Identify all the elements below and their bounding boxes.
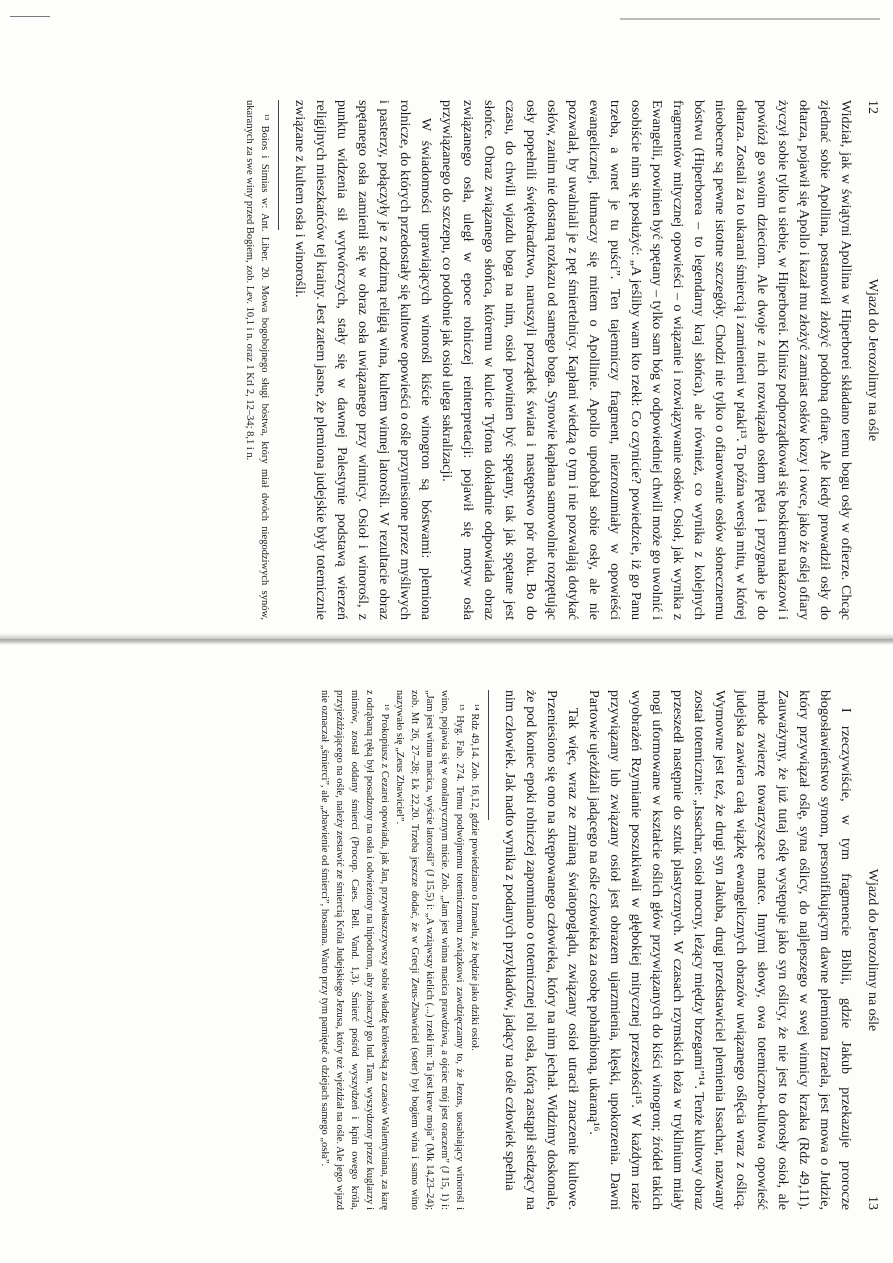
body-text: [499, 690, 856, 1210]
paragraph: W świadomości uprawiających winorośl kiście winogron są bóstwami: plemiona rolnicze, do których przedostały się kultowe opowieści o ośle przyniesione przez myśliwych i pasterzy, połączyły je z rodzimą religią wina, kultem winnej latorośli. W rezultacie obraz spętanego osła zamienił się w obraz osła uwiązanego przy winnicy. Osioł i winorośl, z punktu widzenia sił wytwórczych, stały się w dawnej Palestynie podstawą wierzeń religijnych mieszkańców tej krainy. Jest zatem jasne, że plemiona judejskie były totemicznie związane z kultem osła i winorośli.: [292, 100, 433, 620]
page-fold-shadow: [0, 633, 893, 645]
paragraph: Tak więc, wraz ze zmianą światopoglądu, związany osioł utracił znaczenie kultowe. Przeniesiono się ono na skrępowanego człowieka, który na nim jechał. Widzimy doskonale, że pod koniec epoki rolniczej zapomniano o totemicznej roli osła, którą zastąpił siedzący na nim człowiek. Jak nadto wynika z podanych przykładów, jadący na ośle człowiek spełnia: [502, 690, 580, 1210]
page-number: 12: [865, 100, 880, 114]
paragraph: I rzeczywiście, w tym fragmencie Biblii, gdzie Jakub przekazuje prorocze błogosławieństwo synom, personifikującym dawne plemiona Izraela, jest mowa o Judzie, który przywiązał oślę, syna oślicy, do najlepszego w swej winnicy krzaka (Rdz 49,11). Zauważymy, że już tutaj oślę występuje jako syn oślicy, że nie jest to dorosły osioł, ale młode zwierzę towarzyszące matce. Innymi słowy, owa totemiczno-kultowa opowieść judejska zawiera całą wiązkę ewangelicznych obrazów uwiązanego oślęcia wraz z oślicą. Wymowne jest też, że drugi syn Jakuba, drugi przedstawiciel plemienia Issachar, nazwany został totemicznie: „Issachar, osioł mocny, leżący między brzegami”¹⁴. Tenże kultowy obraz przeszedł następnie do sztuk plastycznych. W czasach rzymskich łoża w tryklinium miały nogi uformowane w kształcie oślich głów przywiązanych do kiści winogron; źródeł takich wyobrażeń Rzymianie poszukiwali w głębokiej mitycznej przeszłości¹⁵. W każdym razie przywiązany lub związany osioł jest obrazem ujarzmienia, klęski, upokorzenia. Dawni Partowie ujeżdżali jadącego na ośle człowieka za osobę pohańbioną, ukaraną¹⁶.: [586, 690, 853, 1210]
running-title: Wjazd do Jerozolimy na ośle: [865, 868, 880, 1032]
paragraph: Widział, jak w świątyni Apollina w Hiperborei składano temu bogu osły w ofierze. Chcąc zjednać sobie Apollina, postanowił złożyć podobną ofiarę. Ale kiedy prowadził osły do ołtarza, pojawił się Apollo i kazał mu złożyć zamiast osłów kozy i owce, jako że oślej ofiary życzył sobie tylko u siebie, w Hiperborei. Klinisz podporządkował się boskiemu nakazowi i powiózł go swoim dzieciom. Ale dwoje z nich rozwiązało osłom pęta i przygnało je do ołtarza. Zostali za to ukarani śmiercią i zamienieni w ptaki¹³. To późna wersja mitu, w której nieobecne są pewne istotne szczegóły. Chodzi nie tylko o ofiarowanie osłów słonecznemu bóstwu (Hiperborea – to legendarny kraj słońca), ale również, co wynika z kolejnych fragmentów mitycznej opowieści – o wiązanie i rozwiązywanie osłów. Osioł, jak wynika z Ewangelii, powinien być spętany – tylko sam bóg w odpowiedniej chwili może go uwolnić i osobiście nim się posłużyć: „A jeśliby wam kto rzekł: Co czynicie? powiedzcie, iż go Panu trzeba, a wnet je tu puści”. Ten tajemniczy fragment, niezrozumiały w opowieści ewangelicznej, tłumaczy się mitem o Apollinie. Apollo upodobał sobie osły, ale nie pozwalał, by uwalniali je z pęt śmiertelnicy. Kapłani wiedzą o tym i nie pozwalają dotykać osłów, zanim nie dostaną rozkazu od samego boga. Synowie kapłana samowolnie rozpętując osły popełnili świętokradztwo, naruszyli porządek świata i następstwo pór roku. Bo do czasu, do chwili wjazdu boga na nim, osioł powinien być spętany, tak jak spętane jest słońce. Obraz związanego słońca, któremu w kulcie Tyfona dokładnie odpowiada obraz związanego osła, uległ w epoce rolniczej reinterpretacji: pojawił się motyw osła przywiązanego do szczepu, co podobnie jak osioł ulega sakralizacji.: [439, 100, 853, 620]
page-12: [100, 100, 880, 620]
page-13: [130, 690, 880, 1210]
footnote-rule: [488, 690, 489, 820]
footnote: ¹⁵ Hyg. Fab. 274. Temu podwójnemu totemicznemu związkowi zawdzięczamy to, że Jezus, uosabiający winorośl i wino, pojawia się w onolatrycznym micie. Zob. „Jam jest winna macica prawdziwa, a ojciec mój jest oraczem” (J 15, 1) i: „Jam jest winna macica, wyście latorośli” (J 15,5) i: „A wziąwszy kielich (...) rzekł im: Ta jest krew moja” (Mk 14,23–24); zob. Mt 26, 27–28; Łk 22,20. Trzeba jeszcze dodać, że w Grecji Zeus-Zbawiciel (soter) był bogiem wina i samo wino nazywało się „Zeus Zbawiciel”.: [394, 690, 465, 1210]
footnote: ¹⁶ Prokopiusz z Cezarei opowiada, jak Jan, przywłaszczywszy sobie władzę królewską za czasów Walentyniana, za karę z odrąbaną ręką był posadzony na osła i odwieziony na hipodrom, aby zobaczył go lud. Tam, wyszydzony przez kuglarzy i mimów, został oddany śmierci (Procop. Caes. Bell. Vand. 1,3). Śmierć pośród wyszydzeń i kpin owego króla, przyjeżdżającego na ośle, należy zestawić ze śmiercią Króla Judejskiego Jezusa, który też wjeżdżał na ośle. Ale jego wjazd nie oznaczał „śmierci”, ale „zbawienie od śmierci”, hosanna. Warto przy tym pamiętać o dziejach samego „osła”.: [319, 690, 390, 1210]
footnote-rule: [278, 100, 279, 230]
scan-artifact-top: [10, 16, 50, 17]
footnotes: [242, 100, 272, 620]
scan-artifact-top-right: [620, 18, 880, 20]
footnotes: [317, 690, 482, 1210]
running-head: [856, 100, 880, 620]
running-head: [856, 690, 880, 1210]
footnote: ¹³ Boios i Simias w: Ant. Liber. 20. Mowa bogobojnego sługi bóstwa, który miał dwóch niegodziwych synów, ukaranych za swe winy przed Bogiem, zob. Lev. 10,1 i n. oraz 1 Krl 2, 12–34; 8,1 i n.: [244, 100, 270, 620]
body-text: [289, 100, 856, 620]
footnote: ¹⁴ Rdz 49,14. Zob. 16,12, gdzie powiedziano o Izmaelu, że będzie jako dziki osioł.: [469, 704, 480, 1051]
page-number: 13: [865, 1196, 880, 1210]
running-title: Wjazd do Jerozolimy na ośle: [865, 278, 880, 442]
